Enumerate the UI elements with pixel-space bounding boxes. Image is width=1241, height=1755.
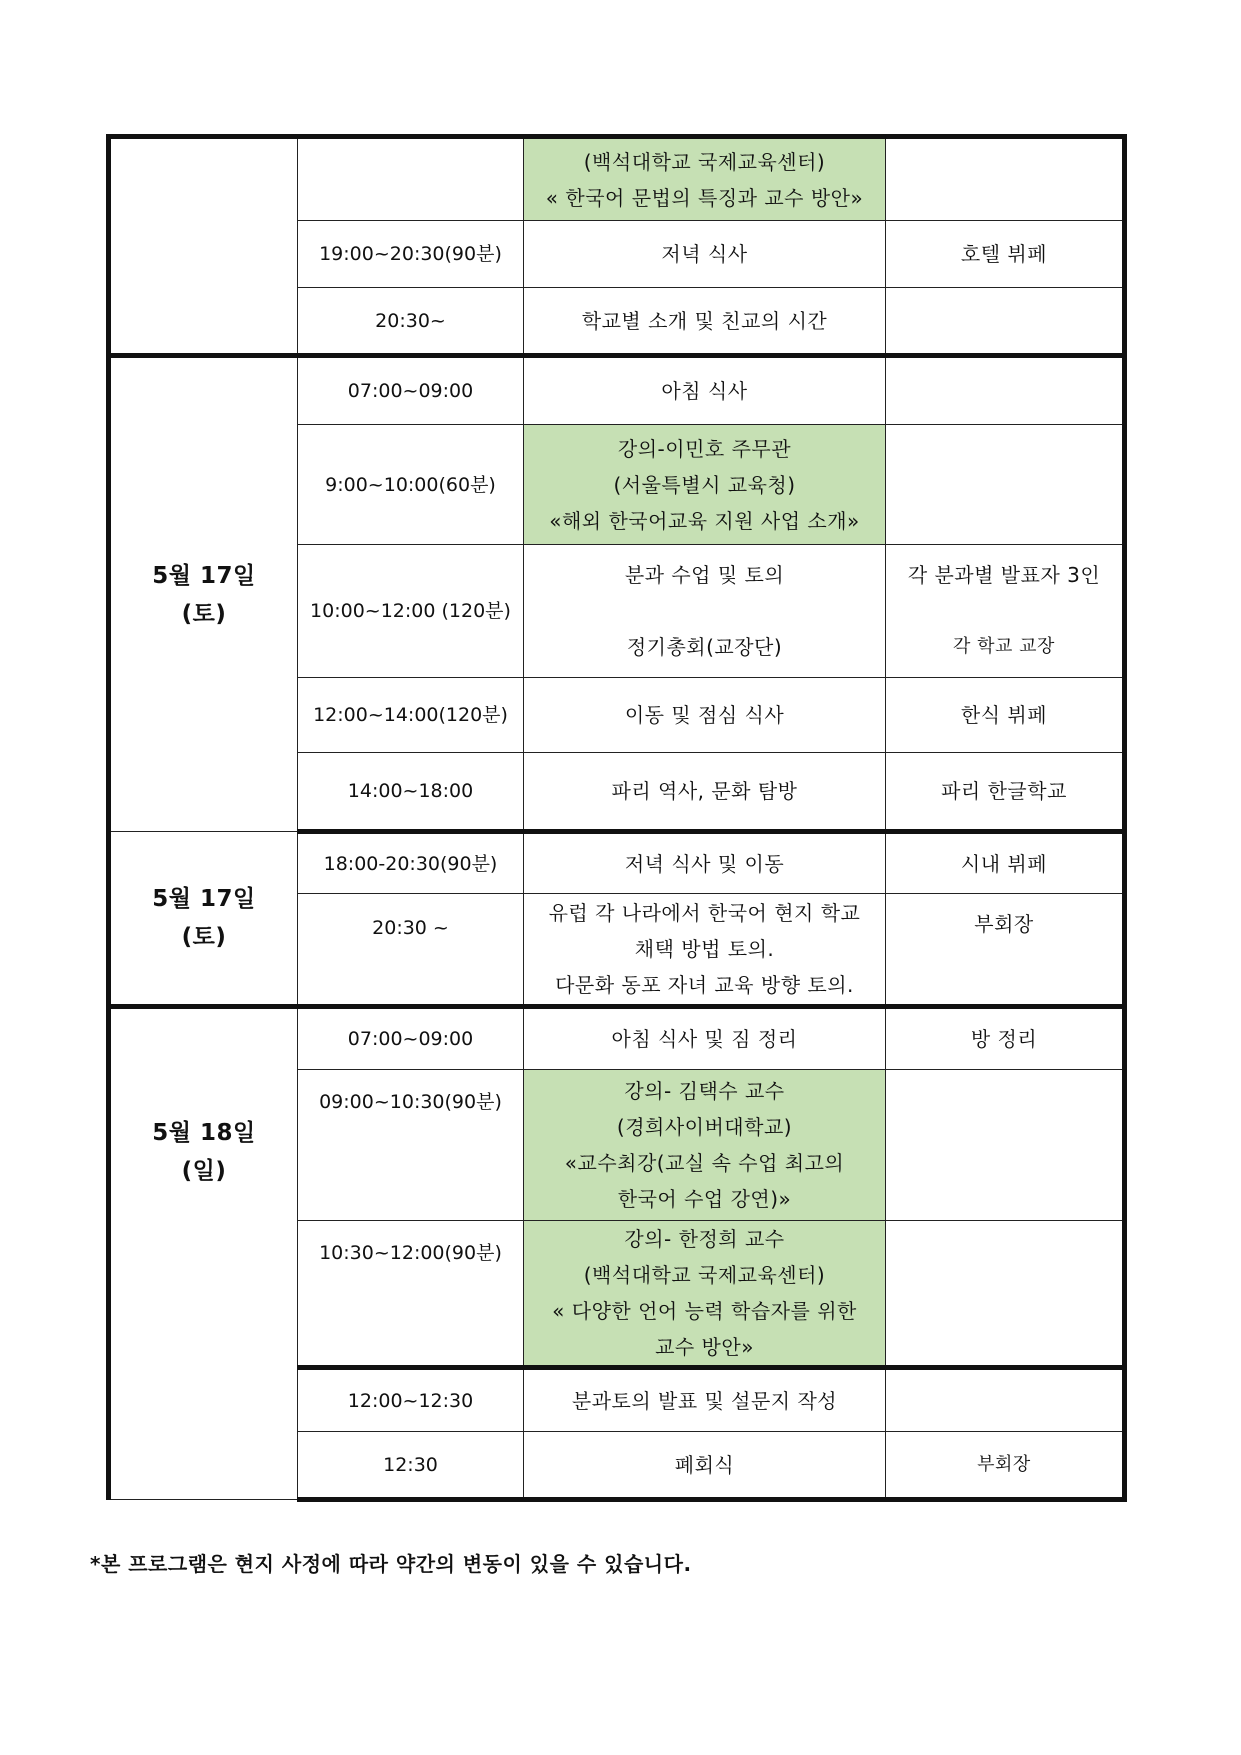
time-cell: 09:00~10:30(90분) (298, 1070, 524, 1221)
note-cell (886, 425, 1125, 545)
activity-cell: 폐회식 (524, 1432, 886, 1500)
schedule-table (106, 134, 1127, 1502)
activity-cell (524, 425, 886, 545)
note-cell (886, 356, 1125, 425)
day-date: 5월 17일 (152, 886, 256, 912)
activity-line: 유럽 각 나라에서 한국어 현지 학교 (548, 901, 861, 925)
note-line: 각 분과별 발표자 3인 (907, 563, 1101, 587)
activity-cell: 아침 식사 (524, 356, 886, 425)
activity-cell: 이동 및 점심 식사 (524, 678, 886, 753)
activity-line: 다문화 동포 자녀 교육 방향 토의. (555, 973, 854, 997)
note-cell (886, 1070, 1125, 1221)
time-cell: 19:00~20:30(90분) (298, 221, 524, 288)
time-cell: 07:00~09:00 (298, 1007, 524, 1070)
activity-line: «해외 한국어교육 지원 사업 소개» (549, 508, 860, 533)
activity-line: 분과 수업 및 토의 (624, 563, 785, 587)
day-date: 5월 17일 (152, 562, 256, 589)
time-cell: 12:00~14:00(120분) (298, 678, 524, 753)
day-cell (109, 832, 298, 1007)
note-cell: 시내 뷔페 (886, 832, 1125, 894)
table-row (109, 832, 1125, 894)
time-cell (298, 137, 524, 221)
activity-line: (서울특별시 교육청) (613, 472, 796, 497)
activity-cell: 학교별 소개 및 친교의 시간 (524, 288, 886, 356)
note-cell (886, 137, 1125, 221)
activity-cell (524, 1070, 886, 1221)
note-cell (886, 288, 1125, 356)
table-row (109, 137, 1125, 221)
activity-line: (경희사이버대학교) (616, 1115, 793, 1139)
time-cell: 12:00~12:30 (298, 1368, 524, 1432)
day-cell (109, 356, 298, 832)
activity-line: 채택 방법 토의. (634, 937, 775, 961)
activity-cell: 저녁 식사 및 이동 (524, 832, 886, 894)
activity-line: « 한국어 문법의 특징과 교수 방안» (545, 185, 864, 210)
time-cell: 12:30 (298, 1432, 524, 1500)
footnote: *본 프로그램은 현지 사정에 따라 약간의 변동이 있을 수 있습니다. (90, 1552, 692, 1576)
activity-cell (524, 1221, 886, 1368)
activity-line: 강의- 한정희 교수 (624, 1227, 785, 1251)
time-cell: 20:30 ~ (298, 894, 524, 1007)
note-cell: 방 정리 (886, 1007, 1125, 1070)
time-cell: 9:00~10:00(60분) (298, 425, 524, 545)
time-cell: 18:00-20:30(90분) (298, 832, 524, 894)
time-cell: 20:30~ (298, 288, 524, 356)
activity-cell: 아침 식사 및 짐 정리 (524, 1007, 886, 1070)
activity-cell (524, 894, 886, 1007)
day-weekday: (일) (181, 1158, 227, 1184)
note-cell: 한식 뷔페 (886, 678, 1125, 753)
activity-line: 정기총회(교장단) (626, 635, 783, 659)
time-cell: 07:00~09:00 (298, 356, 524, 425)
activity-line: (백석대학교 국제교육센터) (583, 1263, 826, 1287)
day-cell (109, 1007, 298, 1500)
activity-cell (524, 137, 886, 221)
note-line (890, 593, 1118, 629)
activity-line: «교수최강(교실 속 수업 최고의 (564, 1151, 845, 1175)
activity-cell (524, 545, 886, 678)
note-cell: 부회장 (886, 894, 1125, 1007)
day-cell-empty (109, 137, 298, 356)
note-cell (886, 1221, 1125, 1368)
note-cell (886, 1368, 1125, 1432)
activity-line: 한국어 수업 강연)» (617, 1187, 792, 1211)
note-cell: 부회장 (886, 1432, 1125, 1500)
note-cell: 호텔 뷔페 (886, 221, 1125, 288)
table-row (109, 1007, 1125, 1070)
activity-cell: 분과토의 발표 및 설문지 작성 (524, 1368, 886, 1432)
activity-line: 강의-이민호 주무관 (617, 436, 792, 461)
day-date: 5월 18일 (152, 1120, 256, 1146)
day-weekday: (토) (181, 924, 227, 950)
activity-line (528, 593, 881, 629)
activity-line: « 다양한 언어 능력 학습자를 위한 (552, 1299, 857, 1323)
time-cell: 10:30~12:00(90분) (298, 1221, 524, 1368)
time-cell: 10:00~12:00 (120분) (298, 545, 524, 678)
activity-line: 교수 방안» (655, 1335, 754, 1359)
activity-cell: 저녁 식사 (524, 221, 886, 288)
note-cell: 파리 한글학교 (886, 753, 1125, 832)
time-cell: 14:00~18:00 (298, 753, 524, 832)
activity-cell: 파리 역사, 문화 탐방 (524, 753, 886, 832)
activity-line: (백석대학교 국제교육센터) (583, 149, 826, 174)
note-cell (886, 545, 1125, 678)
table-row (109, 356, 1125, 425)
day-weekday: (토) (181, 600, 227, 627)
activity-line: 강의- 김택수 교수 (624, 1079, 785, 1103)
note-line: 각 학교 교장 (953, 636, 1055, 657)
